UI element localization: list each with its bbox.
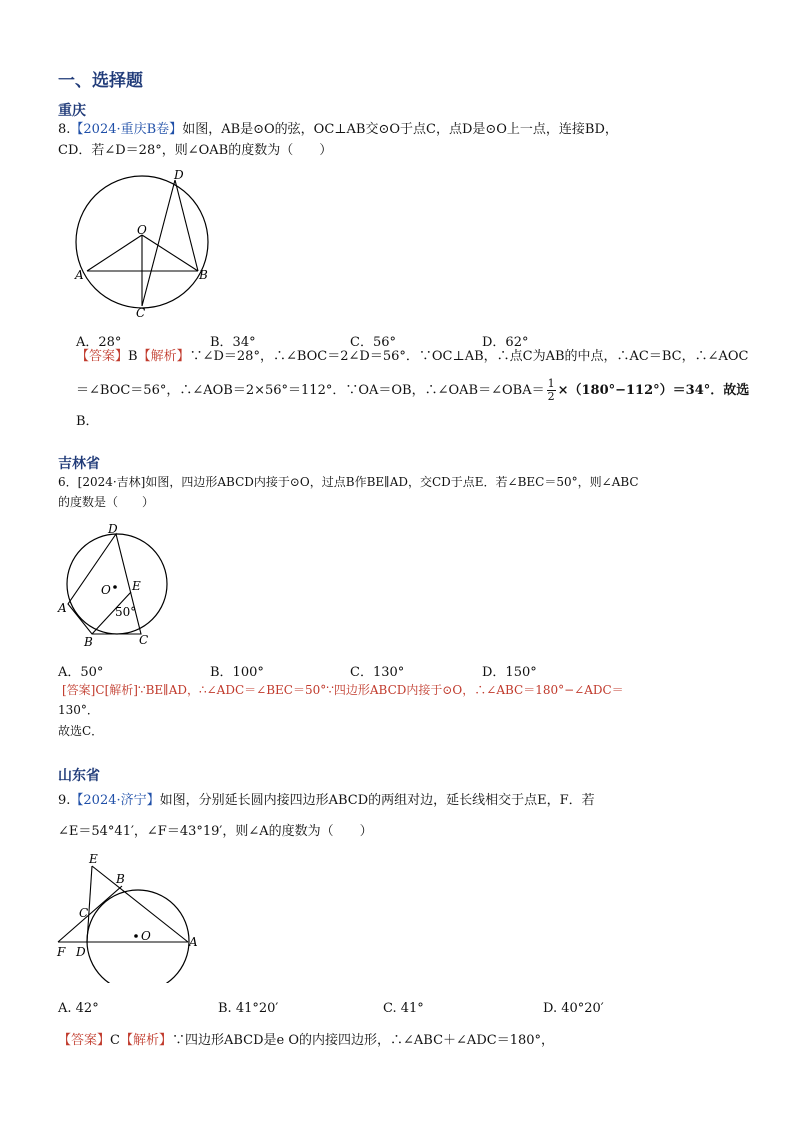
question-6-stem-line1: [58, 472, 639, 492]
label-O: O: [137, 223, 147, 237]
label-D: D: [108, 522, 118, 536]
q6-analysis-line1: [62, 680, 624, 700]
q6-analysis-line3: 故选C．: [58, 724, 104, 738]
analysis-text: ∵BE∥AD，∴∠ADC＝∠BEC＝50°∵四边形ABCD内接于⊙O，∴∠ABC＝180°−∠ADC＝: [137, 683, 624, 697]
answer-tag: [答案]: [62, 683, 96, 697]
stem-text: 如图，四边形ABCD内接于⊙O，过点B作BE∥AD，交CD于点E．若∠BEC＝50°，则∠ABC: [145, 475, 639, 489]
fraction-numerator: 1: [547, 377, 555, 390]
label-D: D: [174, 168, 184, 182]
label-A: A: [75, 268, 84, 282]
answer-value: C: [95, 683, 105, 697]
option-b: B．100°: [210, 665, 264, 680]
fraction-denominator: 2: [547, 390, 555, 403]
question-number: 8.: [58, 122, 71, 137]
q8-analysis-line1: [76, 345, 749, 369]
option-d: D．62°: [482, 335, 529, 350]
option-a: A．28°: [76, 335, 122, 350]
option-d: D．150°: [482, 665, 537, 680]
option-a: A. 42°: [58, 1001, 99, 1016]
fraction: [547, 378, 556, 403]
question-number: 6．: [58, 475, 78, 489]
analysis-text: ＝∠BOC＝56°，∴∠AOB＝2×56°＝112°．∵OA＝OB，∴∠OAB＝∠OBA＝: [76, 383, 545, 398]
question-8-stem-line2: CD．若∠D＝28°，则∠OAB的度数为（ ）: [58, 143, 333, 158]
option-d: D. 40°20′: [543, 1001, 604, 1016]
label-B: B: [199, 268, 208, 282]
option-b: B．34°: [210, 335, 256, 350]
analysis-text: ∵四边形ABCD是e O的内接四边形，∴∠ABC＋∠ADC＝180°，: [171, 1033, 555, 1048]
q8-analysis-line2: [76, 378, 749, 403]
q9-analysis-line1: [58, 1031, 554, 1051]
label-angle-50: 50°: [115, 605, 137, 619]
question-source: 【2024·重庆B卷】: [70, 122, 183, 137]
label-O: O: [141, 929, 151, 943]
label-B: B: [116, 872, 125, 886]
answer-value: B: [128, 349, 138, 364]
option-b: B. 41°20′: [218, 1001, 279, 1016]
analysis-text: ∵∠D＝28°，∴∠BOC＝2∠D＝56°．∵OC⊥AB，∴点C为AB的中点，∴AC＝BC，∴∠AOC: [189, 349, 749, 364]
region-heading-jilin: 吉林省: [58, 456, 100, 472]
question-9-stem-line2: ∠E＝54°41′，∠F＝43°19′，则∠A的度数为（ ）: [58, 824, 373, 839]
question-source: [2024·吉林]: [77, 475, 146, 489]
question-9-stem-line1: [58, 791, 595, 811]
stem-text: 如图，分别延长圆内接四边形ABCD的两组对边，延长线相交于点E，F．若: [159, 793, 595, 808]
section-title: 一、选择题: [58, 71, 143, 91]
question-8-stem-line1: [58, 120, 618, 140]
label-O: O: [101, 583, 111, 597]
option-c: C. 41°: [383, 1001, 424, 1016]
label-C: C: [139, 633, 149, 647]
analysis-tag: 【解析】: [137, 349, 190, 364]
stem-text: 如图，AB是⊙O的弦，OC⊥AB交⊙O于点C，点D是⊙O上一点，连接BD，: [182, 122, 618, 137]
label-A: A: [189, 935, 198, 949]
label-E: E: [132, 579, 141, 593]
answer-tag: 【答案】: [76, 349, 129, 364]
question-source: 【2024·济宁】: [70, 793, 160, 808]
option-c: C．130°: [350, 665, 405, 680]
label-B: B: [84, 635, 93, 649]
q6-analysis-line2: 130°．: [58, 703, 99, 717]
region-heading-shandong: 山东省: [58, 768, 100, 784]
option-c: C．56°: [350, 335, 396, 350]
label-F: F: [57, 945, 66, 959]
analysis-text: ×（180°−112°）＝34°．故选: [557, 383, 750, 398]
figure-circle-chord: [60, 162, 230, 322]
option-a: A．50°: [58, 665, 104, 680]
label-C: C: [136, 306, 146, 320]
label-A: A: [58, 601, 67, 615]
figure-inscribed-quadrilateral: [55, 520, 175, 650]
q8-analysis-line3: B．: [76, 414, 99, 429]
analysis-tag: [解析]: [104, 683, 138, 697]
question-number: 9.: [58, 793, 71, 808]
answer-value: C: [110, 1033, 120, 1048]
label-E: E: [89, 852, 98, 866]
figure-extended-quadrilateral: [52, 848, 207, 983]
analysis-tag: 【解析】: [119, 1033, 172, 1048]
question-6-stem-line2: 的度数是（ ）: [58, 495, 155, 509]
label-D: D: [76, 945, 86, 959]
answer-tag: 【答案】: [58, 1033, 111, 1048]
label-C: C: [79, 906, 89, 920]
region-heading-chongqing: 重庆: [58, 103, 86, 119]
